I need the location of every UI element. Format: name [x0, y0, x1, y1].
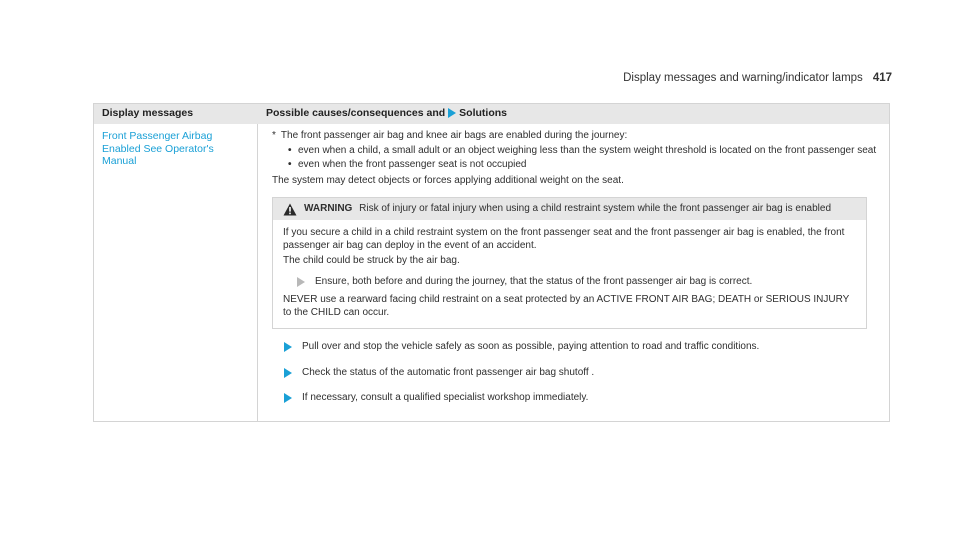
list-item	[272, 367, 881, 380]
cause-intro-text: The front passenger air bag and knee air bags are enabled during the journey:	[280, 130, 628, 141]
warning-paragraph: NEVER use a rearward facing child restraint on a seat protected by an ACTIVE FRONT AIR BAG; DEATH or SERIOUS INJURY to the CHILD can occur.	[283, 294, 850, 318]
section-title: Display messages and warning/indicator lamps	[623, 72, 863, 84]
warning-action	[283, 276, 856, 289]
solution-steps	[272, 341, 881, 405]
warning-headline-block	[304, 203, 831, 216]
table-row	[94, 124, 889, 421]
warning-body	[273, 220, 866, 328]
warning-header	[273, 198, 866, 220]
column-header-solutions	[258, 104, 889, 124]
column-header-display-messages: Display messages	[102, 107, 194, 119]
table-header	[94, 104, 889, 124]
warning-paragraph: If you secure a child in a child restraint system on the front passenger seat and the front passenger air bag is enabled, the front passenger air bag can deploy in the event of an accident.	[283, 227, 845, 251]
warning-triangle-icon	[283, 203, 297, 216]
warning-box	[272, 197, 867, 329]
cause-intro	[272, 130, 881, 143]
display-message-cell	[94, 124, 258, 421]
arrow-right-icon	[284, 393, 292, 403]
list-item	[272, 392, 881, 405]
list-item: • even when the front passenger seat is not occupied	[288, 159, 881, 172]
warning-action-text: Ensure, both before and during the journey, that the status of the front passenger air bag is correct.	[315, 275, 753, 287]
warning-headline: Risk of injury or fatal injury when using a child restraint system while the front passenger air bag is enabled	[359, 203, 832, 214]
arrow-right-icon	[297, 277, 305, 287]
list-item	[272, 341, 881, 354]
arrow-right-icon	[284, 368, 292, 378]
step-text: If necessary, consult a qualified specialist workshop immediately.	[302, 392, 589, 403]
page-number: 417	[872, 72, 892, 84]
message-table	[93, 103, 890, 422]
display-message: Front Passenger Airbag Enabled See Operator's Manual	[102, 130, 214, 167]
page-header	[623, 72, 892, 84]
asterisk: *	[272, 130, 276, 141]
column-header-solutions-suffix: Solutions	[459, 107, 508, 119]
warning-paragraph: The child could be struck by the air bag.	[283, 255, 460, 266]
column-header-solutions-label: Possible causes/consequences and	[266, 107, 446, 119]
warning-title: WARNING	[304, 203, 353, 214]
solutions-cell	[258, 124, 889, 421]
arrow-right-icon	[284, 342, 292, 352]
list-item: • even when a child, a small adult or an object weighing less than the system weight threshold is located on the front passenger seat	[288, 145, 881, 158]
step-text: Pull over and stop the vehicle safely as soon as possible, paying attention to road and traffic conditions.	[302, 341, 760, 352]
cause-list	[272, 145, 881, 172]
arrow-right-icon	[448, 108, 456, 118]
detect-text: The system may detect objects or forces applying additional weight on the seat.	[272, 174, 624, 186]
step-text: Check the status of the automatic front passenger air bag shutoff .	[302, 366, 595, 378]
